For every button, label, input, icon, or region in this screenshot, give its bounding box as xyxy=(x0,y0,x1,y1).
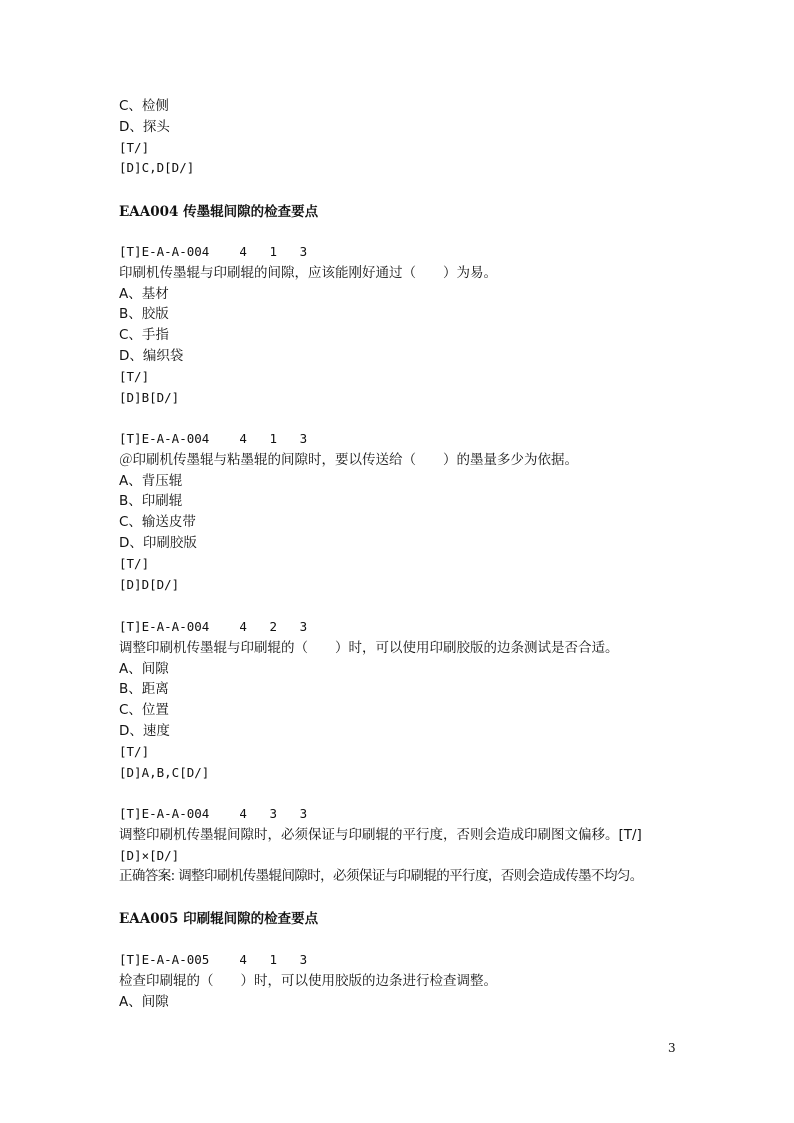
option-b: B、距离 xyxy=(119,681,169,698)
question-code: [T]E-A-A-004 4 1 3 xyxy=(119,431,308,446)
section-heading-eaa004: EAA004 传墨辊间隙的检查要点 xyxy=(119,204,319,220)
option-a: A、基材 xyxy=(119,285,169,302)
question-block-5 xyxy=(119,804,719,887)
option-d: D、速度 xyxy=(119,722,170,739)
section-heading-eaa005: EAA005 印刷辊间隙的检查要点 xyxy=(119,911,319,927)
question-text: 检查印刷辊的（ ）时，可以使用胶版的边条进行检查调整。 xyxy=(119,972,497,989)
question-end-tag: [T/] xyxy=(119,139,150,155)
question-code: [T]E-A-A-005 4 1 3 xyxy=(119,952,308,967)
question-code: [T]E-A-A-004 4 3 3 xyxy=(119,806,308,821)
answer-line: [D]D[D/] xyxy=(119,576,180,592)
question-end-tag: [T/] xyxy=(119,555,150,571)
option-c: C、手指 xyxy=(119,327,169,344)
question-block-1-tail xyxy=(119,96,699,179)
question-block-3 xyxy=(119,429,699,595)
answer-line: [D]C,D[D/] xyxy=(119,160,195,176)
question-code: [T]E-A-A-004 4 1 3 xyxy=(119,244,308,259)
correct-answer-note: 正确答案: 调整印刷机传墨辊间隙时，必须保证与印刷辊的平行度，否则会造成传墨不均匀。 xyxy=(119,868,643,885)
option-d: D、印刷胶版 xyxy=(119,534,197,551)
option-b: B、印刷辊 xyxy=(119,493,183,510)
option-a: A、间隙 xyxy=(119,660,169,677)
option-d: D、编织袋 xyxy=(119,347,184,364)
question-end-tag: [T/] xyxy=(119,368,150,384)
answer-line: [D]A,B,C[D/] xyxy=(119,764,210,780)
option-d: D、探头 xyxy=(119,118,170,135)
question-text: 调整印刷机传墨辊间隙时，必须保证与印刷辊的平行度，否则会造成印刷图文偏移。[T/] xyxy=(119,826,642,843)
option-a: A、间隙 xyxy=(119,993,169,1010)
page-number: 3 xyxy=(668,1041,676,1055)
answer-line: [D]×[D/] xyxy=(119,847,180,863)
answer-line: [D]B[D/] xyxy=(119,389,180,405)
question-text: ＠印刷机传墨辊与粘墨辊的间隙时，要以传送给（ ）的墨量多少为依据。 xyxy=(119,451,578,468)
question-end-tag: [T/] xyxy=(119,743,150,759)
question-code: [T]E-A-A-004 4 2 3 xyxy=(119,619,308,634)
option-c: C、位置 xyxy=(119,702,169,719)
question-text: 调整印刷机传墨辊与印刷辊的（ ）时，可以使用印刷胶版的边条测试是否合适。 xyxy=(119,639,619,656)
question-block-2 xyxy=(119,242,699,408)
option-c: C、检侧 xyxy=(119,98,169,114)
option-b: B、胶版 xyxy=(119,306,169,323)
question-block-6 xyxy=(119,950,699,1012)
question-text: 印刷机传墨辊与印刷辊的间隙，应该能刚好通过（ ）为易。 xyxy=(119,264,497,281)
option-a: A、背压辊 xyxy=(119,472,183,489)
question-block-4 xyxy=(119,617,699,783)
option-c: C、输送皮带 xyxy=(119,514,196,531)
